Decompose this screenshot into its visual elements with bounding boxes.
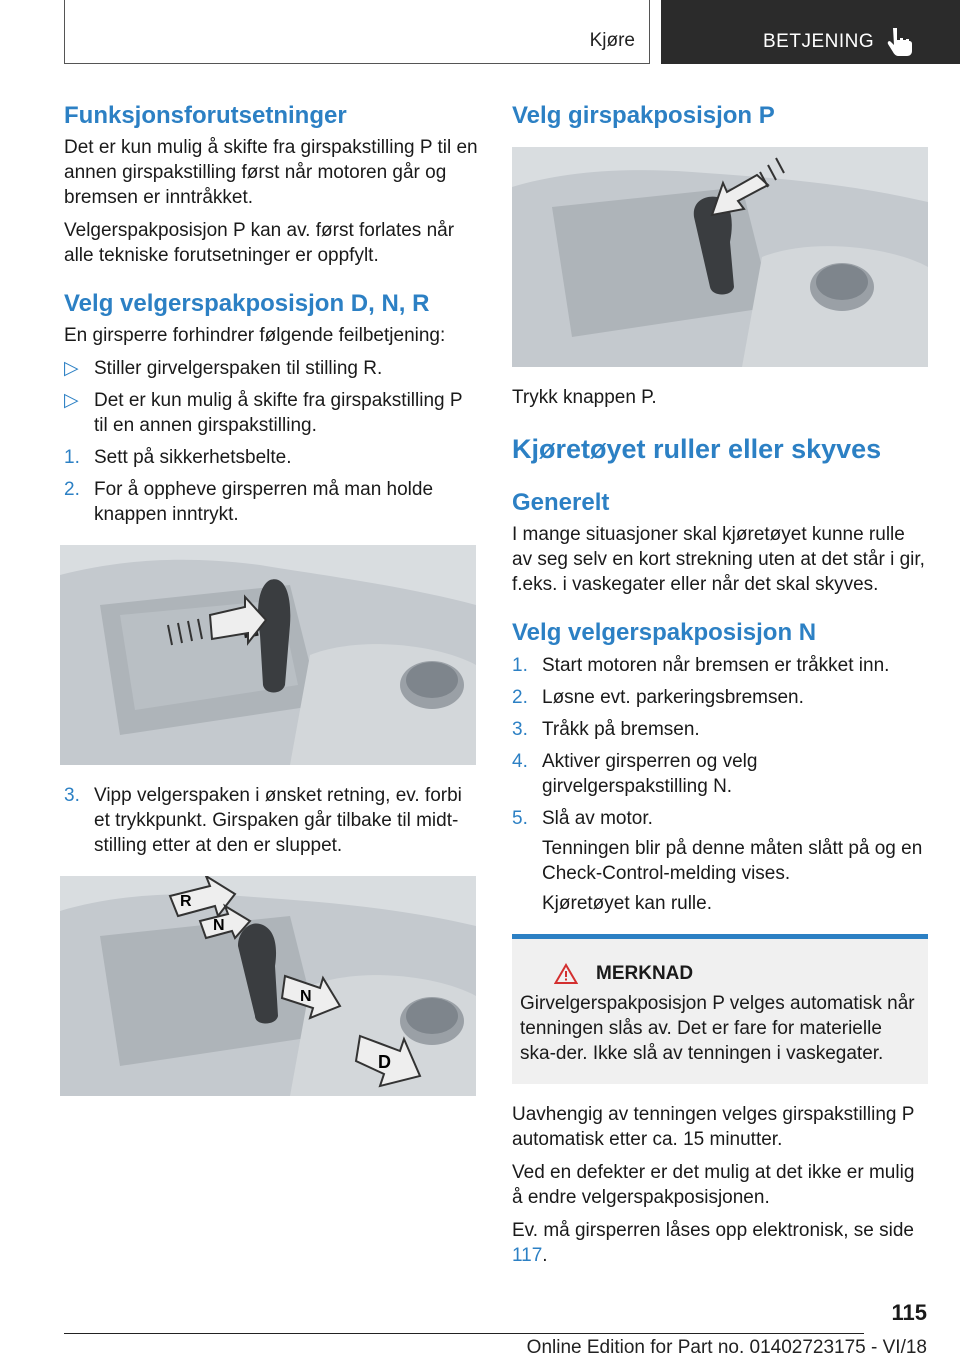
paragraph [512,1218,928,1268]
heading-select-p: Velg girspakposisjon P [512,102,775,129]
step-number: 5. [512,807,528,829]
gear-lever-button-illustration [60,545,476,765]
step-item [512,717,928,742]
step-item [512,749,928,799]
step-item [512,653,928,678]
step-text: For å oppheve girsperren må man holde knappen inntrykt. [94,479,434,526]
header-chapter-tab [661,0,960,64]
step-number: 3. [64,785,80,807]
paragraph-text: Ev. må girsperren låses opp elektronisk, se side [512,1219,914,1241]
header-chapter-label: BETJENING [763,31,875,52]
step-continuation [512,891,928,916]
footer-rule [64,1333,864,1334]
step-text: Vipp velgerspaken i ønsket retning, ev. forbi et trykkpunkt. Girspaken går tilbake til midt-stilling etter at den er sluppet. [94,785,462,857]
note-text: Girvelgerspakposisjon P velges automatisk når tenningen slås av. Det er fare for materielle ska-der. Ikke slå av tenningen i vaskegater. [520,992,915,1064]
step-text: Tenningen blir på denne måten slått på og en Check-Control-melding vises. [542,837,923,884]
page-number: 115 [891,1300,927,1325]
gear-lever-directions-illustration [60,876,476,1096]
step-item [64,445,480,470]
step-text: Kjøretøyet kan rulle. [542,892,712,914]
bullet-item [64,356,480,381]
step-text: Sett på sikkerhetsbelte. [94,447,292,469]
direction-label-n-up: N [213,917,225,935]
gear-lever-p-button-illustration [512,147,928,367]
step-item [64,783,480,858]
pointing-hand-icon [887,26,913,56]
heading-prerequisites: Funksjonsforutsetninger [64,102,347,129]
page-reference-link[interactable]: 117 [512,1244,543,1266]
paragraph: Ved en defekter er det mulig at det ikke er mulig å endre velgerspakposisjonen. [512,1161,915,1208]
bullet-text: Stiller girvelgerspaken til stilling R. [94,358,383,380]
step-text: Start motoren når bremsen er tråkket inn. [542,654,890,676]
step-number: 1. [512,654,528,676]
paragraph: Trykk knappen P. [512,387,657,409]
step-number: 3. [512,718,528,740]
heading-select-n: Velg velgerspakposisjon N [512,619,817,647]
direction-label-r: R [180,893,192,911]
direction-label-d: D [378,1052,391,1073]
paragraph: I mange situasjoner skal kjøretøyet kunne rulle av seg selv en kort strekning uten at det står i gir, f.eks. i vaskegater eller når det skal skyves. [512,524,925,596]
bullet-item [64,388,480,438]
paragraph: En girsperre forhindrer følgende feilbetjening: [64,325,446,347]
left-column [64,100,480,1096]
step-text: Aktiver girsperren og velg girvelgerspakstilling N. [542,750,758,797]
step-number: 1. [64,447,80,469]
note-title: MERKNAD [596,962,694,984]
right-column [512,100,928,1276]
paragraph: Velgerspakposisjon P kan av. først forlates når alle tekniske forutsetninger er oppfylt. [64,220,455,267]
step-number: 2. [512,686,528,708]
bullet-marker: ▷ [64,358,79,380]
bullet-text: Det er kun mulig å skifte fra girspakstilling P til en annen girspakstilling. [94,390,463,437]
note-box [512,934,928,1084]
heading-general: Generelt [512,489,610,517]
header-section-tab [64,0,650,64]
paragraph: Uavhengig av tenningen velges girspakstilling P automatisk etter ca. 15 minutter. [512,1103,915,1150]
paragraph: Det er kun mulig å skifte fra girspakstilling P til en annen girspakstilling først når motoren går og bremsen er inntråkket. [64,137,478,209]
step-item [64,477,480,527]
step-text: Løsne evt. parkeringsbremsen. [542,686,804,708]
footer-edition: Online Edition for Part no. 01402723175 - VI/18 [526,1337,927,1358]
step-item [512,806,928,831]
step-item [512,685,928,710]
paragraph-end: . [542,1244,548,1266]
step-number: 4. [512,750,528,772]
step-number: 2. [64,479,80,501]
step-text: Slå av motor. [542,807,653,829]
direction-label-n-down: N [300,988,312,1006]
heading-vehicle-rolls: Kjøretøyet ruller eller skyves [512,434,882,465]
heading-select-dnr: Velg velgerspakposisjon D, N, R [64,290,430,318]
bullet-marker: ▷ [64,390,79,412]
warning-triangle-icon [554,963,578,985]
step-continuation [512,836,928,886]
step-text: Tråkk på bremsen. [542,718,700,740]
header-section-label: Kjøre [589,30,635,51]
